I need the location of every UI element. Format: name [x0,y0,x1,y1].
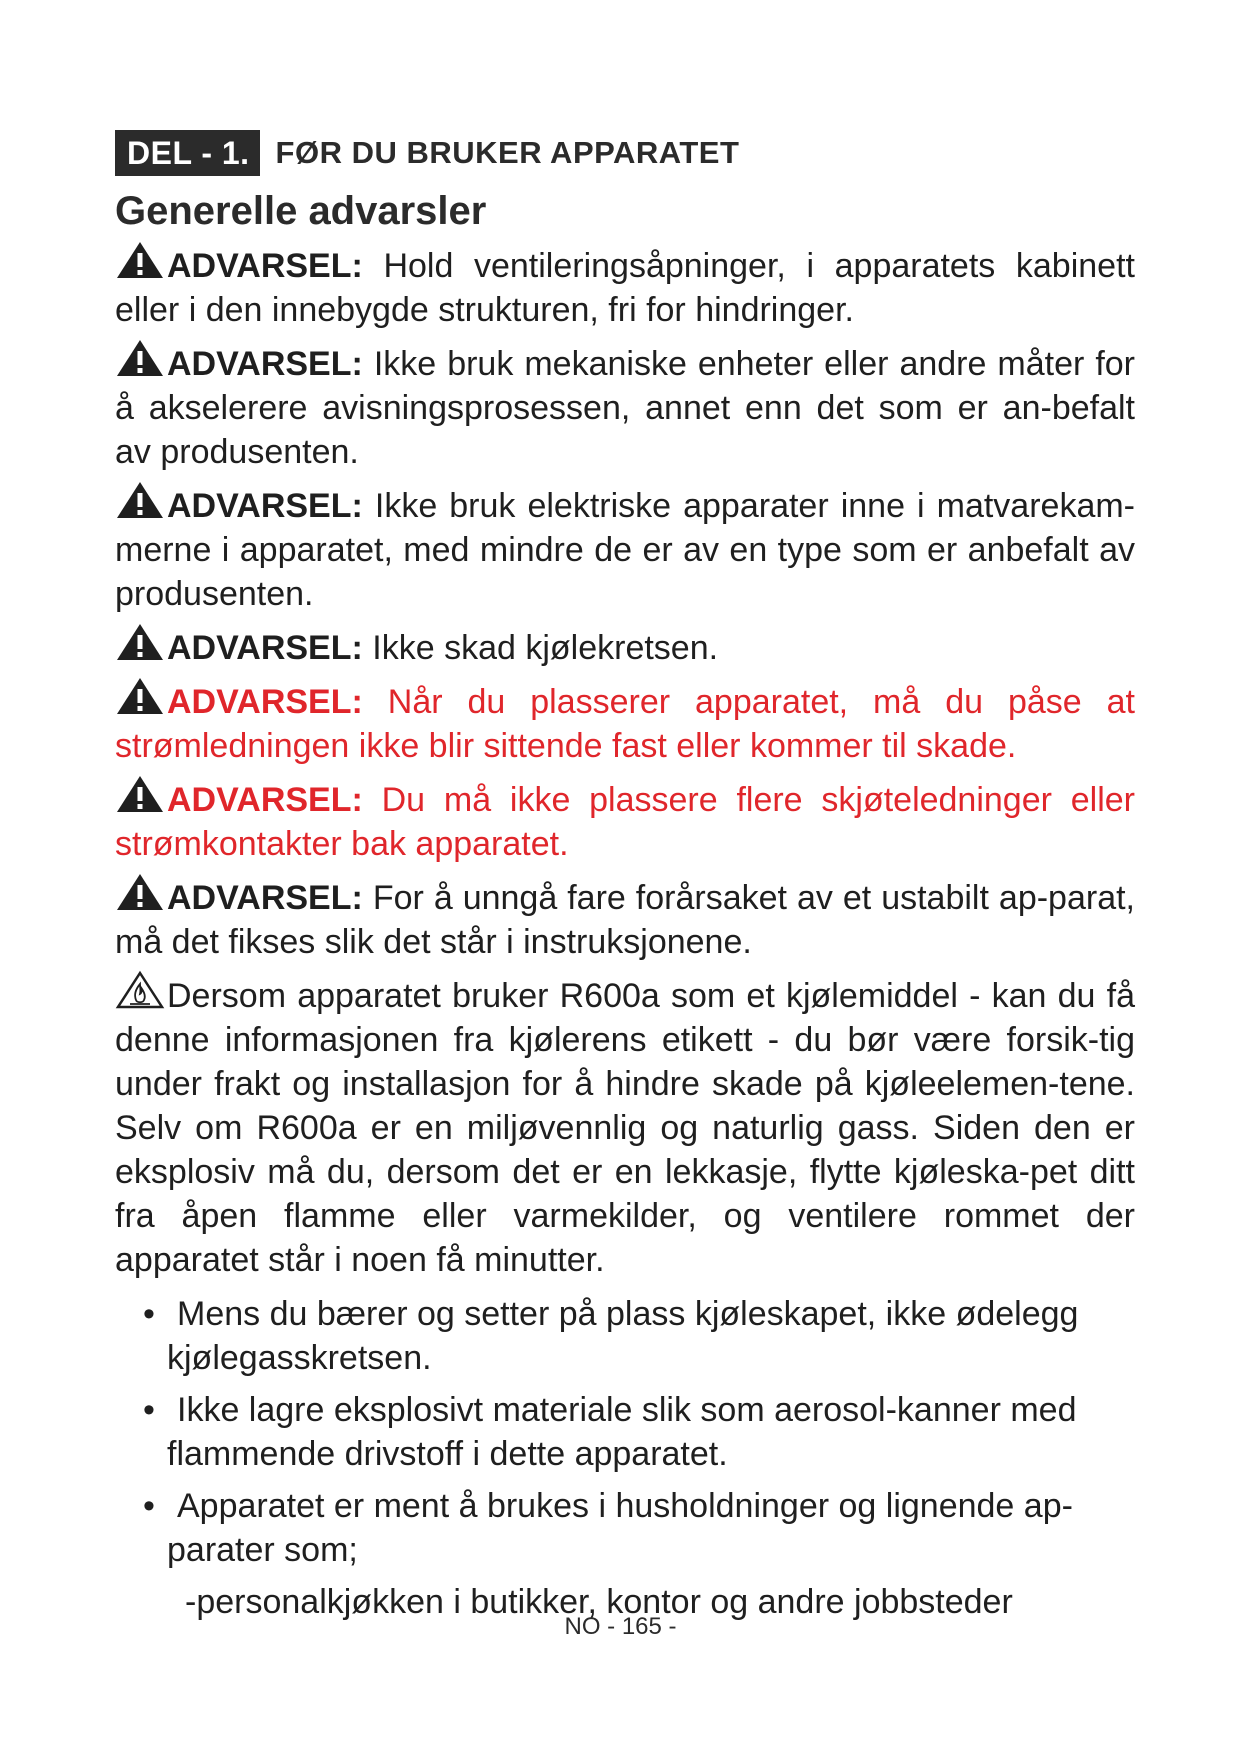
list-item [143,1484,1135,1572]
bullet-dot: • [143,1391,155,1429]
list-item-text: Ikke lagre eksplosivt materiale slik som aerosol-kanner med flammende drivstoff i dette apparatet. [167,1391,1077,1473]
warning-triangle-icon [115,676,165,716]
warning-label: ADVARSEL: [167,487,363,525]
section-title: FØR DU BRUKER APPARATET [275,135,740,170]
warning-paragraph [115,338,1135,474]
warning-paragraph [115,872,1135,964]
section-tag: DEL - 1. [115,130,260,176]
warning-label: ADVARSEL: [167,247,363,285]
warning-label: ADVARSEL: [167,629,363,667]
warning-triangle-icon [115,622,165,662]
bullet-dot: • [143,1487,155,1525]
warning-triangle-icon [115,338,165,378]
flammable-warning-icon [115,970,165,1010]
sub-item: -personalkjøkken i butikker, kontor og andre jobbsteder [185,1583,1013,1621]
flammable-note-text: Dersom apparatet bruker R600a som et kjølemiddel - kan du få denne informasjonen fra kjølerens etikett - du bør være forsik-tig under frakt og installasjon for å hindre skade på kjøleelemen-tene. Selv om R600a er en miljøvennlig og naturlig gass. Siden den er eksplosiv må du, dersom det er en lekkasje, flytte kjøleska-pet ditt fra åpen flamme eller varmekilder, og ventilere rommet der apparatet står i noen få minutter. [115,977,1135,1279]
flammable-note [115,970,1135,1282]
page-content [115,130,1135,1624]
warning-paragraph [115,622,1135,670]
warning-label: ADVARSEL: [167,683,363,721]
page-subtitle: Generelle advarsler [115,189,487,233]
warning-triangle-icon [115,774,165,814]
warning-paragraph-red [115,774,1135,866]
warning-text: For å unngå fare forårsaket av et ustabilt ap-parat, må det fikses slik det står i instruksjonene. [115,879,1135,961]
list-item-text: Mens du bærer og setter på plass kjøleskapet, ikke ødelegg kjølegasskretsen. [167,1295,1079,1377]
warning-label: ADVARSEL: [167,879,363,917]
warning-paragraph [115,240,1135,332]
warning-triangle-icon [115,872,165,912]
list-item [143,1388,1135,1476]
warning-paragraph-red [115,676,1135,768]
section-header [115,130,1135,176]
bullet-list [115,1292,1135,1572]
warning-text: Hold ventileringsåpninger, i apparatets kabinett eller i den innebygde strukturen, fri for hindringer. [115,247,1135,329]
bullet-dot: • [143,1295,155,1333]
warning-text: Ikke bruk mekaniske enheter eller andre måter for å akselerere avisningsprosessen, annet enn det som er an-befalt av produsenten. [115,345,1135,471]
warning-text: Du må ikke plassere flere skjøteledninger eller strømkontakter bak apparatet. [115,781,1135,863]
list-item-text: Apparatet er ment å brukes i husholdninger og lignende ap-parater som; [167,1487,1073,1569]
warning-triangle-icon [115,240,165,280]
page-number: NO - 165 - [564,1613,677,1640]
list-item [143,1292,1135,1380]
warning-text: Ikke bruk elektriske apparater inne i matvarekam-merne i apparatet, med mindre de er av en type som er anbefalt av produsenten. [115,487,1135,613]
warning-paragraph [115,480,1135,616]
warning-text: Når du plasserer apparatet, må du påse at strømledningen ikke blir sittende fast eller kommer til skade. [115,683,1135,765]
warning-label: ADVARSEL: [167,345,363,383]
warning-label: ADVARSEL: [167,781,363,819]
warning-text: Ikke skad kjølekretsen. [372,629,719,667]
warning-triangle-icon [115,480,165,520]
